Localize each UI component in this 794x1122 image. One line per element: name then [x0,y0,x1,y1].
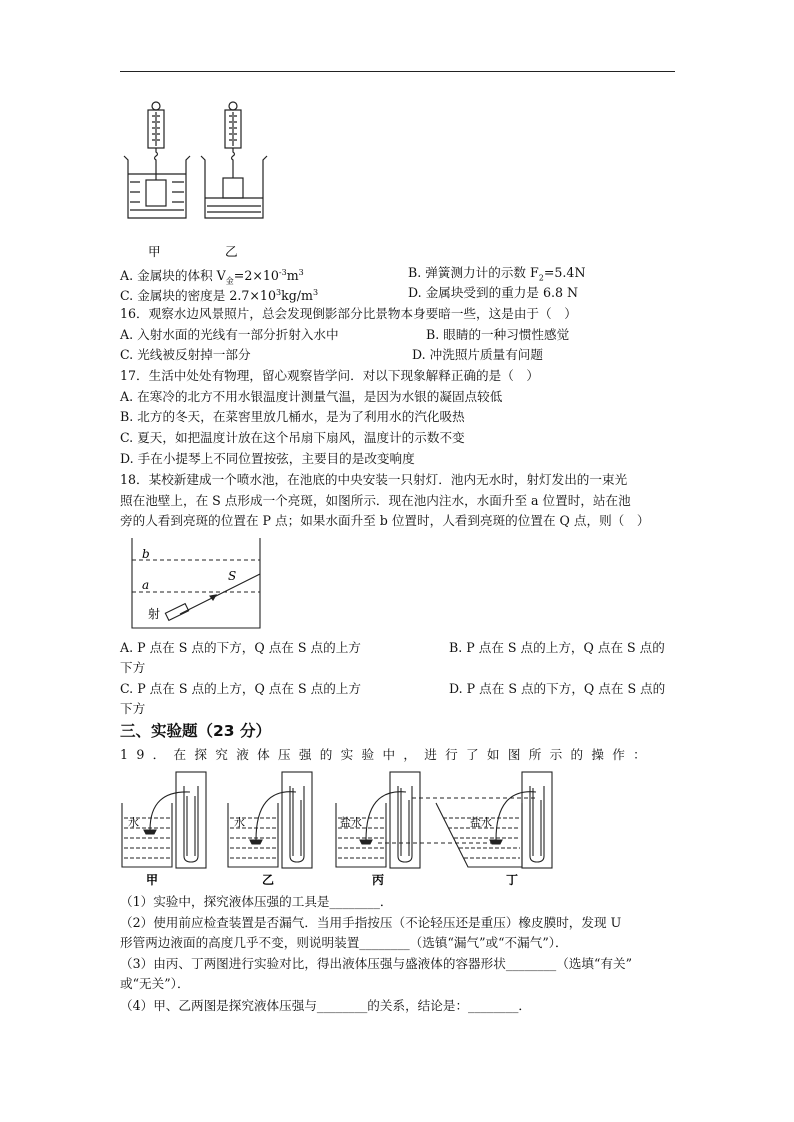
q18-stem-line2: 照在池壁上，在 S 点形成一个亮斑，如图所示．现在池内注水，水面升至 a 位置时，站在池 [120,493,631,508]
q15-figure [118,98,278,263]
q18-option-b-cont: 下方 [120,660,146,675]
q19-part2-line1: （2）使用前应检查装置是否漏气．当用手指按压（不论轻压还是重压）橡皮膜时，发现 U [120,915,622,930]
fountain-pool-diagram [128,536,268,632]
q18-option-a: A. P 点在 S 点的下方，Q 点在 S 点的上方 [120,640,361,655]
q15-label-left: 甲 [148,244,161,259]
q18-option-d: D. P 点在 S 点的下方，Q 点在 S 点的 [449,681,666,696]
q15-option-c: C. 金属块的密度是 $2.7\times 10^3kg/m^3$ [120,288,319,304]
q16-option-a: A. 入射水面的光线有一部分折射入水中 [120,327,339,342]
q17-option-a: A. 在寒冷的北方不用水银温度计测量气温，是因为水银的凝固点较低 [120,389,503,404]
q19-stem: 19．在探究液体压强的实验中，进行了如图所示的操作： [120,747,655,762]
q18-level-a: a [142,578,150,592]
q15-label-right: 乙 [225,244,238,259]
q19-part2-line2: 形管两边液面的高度几乎不变，则说明装置________（选镇“漏气”或“不漏气”）． [120,935,568,950]
q19-label-yi: 乙 [262,873,275,887]
q18-stem-line1: 18．某校新建成一个喷水池，在池底的中央安装一只射灯．池内无水时，射灯发出的一束光 [120,472,628,487]
q15-option-a: A. 金属块的体积 $V_金=2\times 10^{-3}m^3$ [120,268,304,286]
q19-part3-line2: 或“无关”）． [120,976,190,991]
q17-option-b: B. 北方的冬天，在菜窖里放几桶水，是为了利用水的汽化吸热 [120,409,465,424]
q19-saltwater-2: 盐水 [470,816,492,829]
q19-water-2: 水 [234,816,245,829]
q16-option-d: D. 冲洗照片质量有问题 [412,347,543,362]
q18-option-b: B. P 点在 S 点的上方，Q 点在 S 点的 [449,640,665,655]
q15-option-d: D. 金属块受到的重力是 6.8 N [408,285,579,300]
q19-part4: （4）甲、乙两图是探究液体压强与________的关系，结论是：________． [120,998,532,1013]
q15-option-b: B. 弹簧测力计的示数 $F_2=5.4N$ [408,265,586,283]
q19-label-ding: 丁 [506,873,519,887]
q19-water-1: 水 [128,816,139,829]
q18-figure [128,536,268,632]
q19-part1: （1）实验中，探究液体压强的工具是________． [120,894,393,909]
q19-saltwater-1: 盐水 [340,816,362,829]
q16-stem: 16．观察水边风景照片，总会发现倒影部分比景物本身要暗一些，这是由于（ ） [120,306,577,321]
q16-option-c: C. 光线被反射掉一部分 [120,347,251,362]
q18-level-b: b [142,547,150,561]
q19-figure [118,768,558,888]
q19-label-jia: 甲 [146,873,159,887]
spring-scale-beakers-diagram [118,98,278,263]
liquid-pressure-diagram [118,768,558,888]
q16-option-b: B. 眼睛的一种习惯性感觉 [426,327,570,342]
q18-stem-line3: 旁的人看到亮斑的位置在 P 点；如果水面升至 b 位置时，人看到亮斑的位置在 Q 点，则（ ） [120,513,650,528]
q17-stem: 17．生活中处处有物理，留心观察皆学问．对以下现象解释正确的是（ ） [120,368,540,383]
q17-option-c: C. 夏天，如把温度计放在这个吊扇下扇风，温度计的示数不变 [120,430,465,445]
q19-label-bing: 丙 [372,873,385,887]
q18-option-d-cont: 下方 [120,701,146,716]
q18-lamp-label: 射 [148,607,161,621]
q18-option-c: C. P 点在 S 点的上方，Q 点在 S 点的上方 [120,681,361,696]
q17-option-d: D. 手在小提琴上不同位置按弦，主要目的是改变响度 [120,451,415,466]
q19-part3-line1: （3）由丙、丁两图进行实验对比，得出液体压强与盛液体的容器形状________（选填“有关” [120,956,633,971]
header-rule [120,71,675,72]
section-title: 三、实验题（23 分） [120,722,271,740]
q18-point-s: S [228,569,237,583]
